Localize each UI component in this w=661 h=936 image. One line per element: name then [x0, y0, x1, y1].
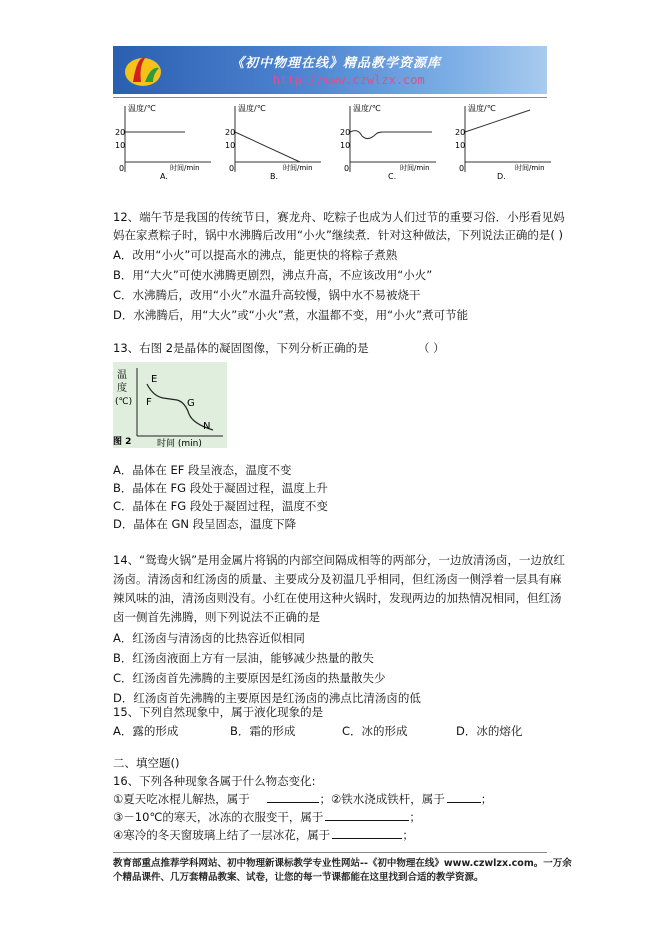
graph-b [225, 102, 325, 182]
q13-figure [113, 362, 227, 448]
graph-d-tick-10: 10 [455, 141, 466, 150]
q16-blank-4[interactable] [332, 826, 402, 839]
graph-c-letter: C. [388, 172, 397, 181]
q13-answer-paren: （ ） [418, 341, 445, 355]
fig2-xlabel: 时间 (min) [157, 439, 202, 448]
graph-d-letter: D. [497, 172, 506, 181]
graph-b-tick-20: 20 [225, 128, 236, 137]
graph-b-ylabel: 温度/℃ [238, 104, 266, 113]
q12-line-1: 12、端午节是我国的传统节日，赛龙舟、吃粽子也成为人们过节的重要习俗．小彤看见妈 [113, 210, 565, 224]
site-banner [113, 46, 547, 94]
fig2-point-n: N [203, 421, 211, 432]
q14-line-4: 卤一侧首先沸腾，则下列说法不正确的是 [113, 610, 320, 624]
q14-line-2: 汤卤。清汤卤和红汤卤的质量、主要成分及初温几乎相同，但红汤卤一侧浮着一层具有麻 [113, 572, 562, 586]
q13-option-c[interactable]: C．晶体在 FG 段处于凝固过程，温度不变 [113, 499, 328, 513]
q14-option-b[interactable]: B．红汤卤液面上方有一层油，能够减少热量的散失 [113, 651, 374, 665]
graph-a-tick-20: 20 [115, 128, 126, 137]
q16-item-4: ④寒冷的冬天窗玻璃上结了一层冰花，属于 [113, 828, 331, 842]
fig2-point-e: E [151, 374, 158, 385]
graph-d-ylabel: 温度/℃ [468, 104, 496, 113]
graph-a-letter: A. [160, 172, 168, 181]
q16-semicolon-2: ； [409, 810, 421, 824]
site-logo [123, 52, 163, 88]
q16-blank-2[interactable] [447, 790, 481, 803]
q16-item-3: ③－10℃的寒天，冰冻的衣服变干，属于 [113, 810, 324, 824]
q12-option-a[interactable]: A．改用“小火”可以提高水的沸点，能更快的将粽子煮熟 [113, 248, 398, 262]
graph-d-tick-20: 20 [455, 128, 466, 137]
graph-b-letter: B. [270, 172, 279, 181]
q16-item-1-row [113, 790, 492, 808]
q16-item-1: ①夏天吃冰棍儿解热，属于 [113, 792, 250, 806]
q14-line-3: 辣风味的油，清汤卤则没有。小红在使用这种火锅时，发现两边的加热情况相同，但红汤 [113, 591, 562, 605]
header-divider [113, 97, 547, 98]
footer-divider [113, 852, 547, 853]
q16-semicolon-1: ； [480, 792, 493, 806]
graph-a-tick-10: 10 [115, 141, 126, 150]
graph-c-tick-20: 20 [340, 128, 351, 137]
q16-semicolon-3: ； [402, 828, 414, 842]
fig2-ylabel-3: (℃) [115, 397, 133, 407]
fig2-point-g: G [187, 398, 195, 409]
graph-d-xlabel: 时间/min [515, 164, 545, 172]
q13-option-b[interactable]: B．晶体在 FG 段处于凝固过程，温度上升 [113, 481, 328, 495]
q15-option-b[interactable]: B．霜的形成 [230, 724, 296, 738]
q16-blank-1[interactable] [267, 790, 319, 803]
site-title: 《初中物理在线》精品教学资源库 [231, 56, 442, 71]
q12-option-c[interactable]: C．水沸腾后，改用“小火”水温升高较慢，锅中水不易被烧干 [113, 288, 421, 302]
q15-option-d[interactable]: D．冰的熔化 [456, 724, 523, 738]
q16-stem: 16、下列各种现象各属于什么物态变化: [113, 774, 316, 788]
q15-option-c[interactable]: C．冰的形成 [342, 724, 408, 738]
site-url[interactable]: http://www.czwlzx.com [273, 73, 425, 87]
fig2-point-f: F [146, 397, 152, 408]
graph-c-ylabel: 温度/℃ [353, 104, 381, 113]
graph-a [115, 102, 215, 182]
graph-c-xlabel: 时间/min [400, 164, 430, 172]
graph-c [340, 102, 440, 182]
q14-line-1: 14、“鸳鸯火锅”是用金属片将锅的内部空间隔成相等的两部分，一边放清汤卤，一边放红 [113, 553, 566, 567]
footer-line-1: 教育部重点推荐学科网站、初中物理新课标教学专业性网站--《初中物理在线》www.czwlzx.com。一万余 [113, 858, 572, 869]
graph-a-origin: 0 [119, 164, 125, 173]
fig2-caption: 图 2 [113, 437, 132, 447]
graph-d [455, 102, 555, 182]
footer-line-2: 个精品课件、几万套精品教案、试卷，让您的每一节课都能在这里找到合适的教学资源。 [113, 872, 484, 883]
graph-d-origin: 0 [459, 164, 465, 173]
q13-option-d[interactable]: D．晶体在 GN 段呈固态，温度下降 [113, 517, 297, 531]
page-footer [113, 857, 572, 885]
q12-option-b[interactable]: B．用“大火”可使水沸腾更剧烈，沸点升高，不应该改用“小火” [113, 268, 433, 282]
q13-stem: 13、右图 2是晶体的凝固图像，下列分析正确的是 [113, 341, 369, 355]
q16-item-3-row [113, 808, 421, 826]
graph-b-origin: 0 [229, 164, 235, 173]
graph-c-origin: 0 [344, 164, 350, 173]
q16-item-2: ；②铁水浇成铁杆，属于 [319, 792, 445, 806]
q12-line-2: 妈在家煮粽子时，锅中水沸腾后改用“小火”继续煮．针对这种做法，下列说法正确的是( ) [113, 228, 564, 242]
graph-b-tick-10: 10 [225, 141, 236, 150]
graph-b-xlabel: 时间/min [283, 164, 313, 172]
section2-title: 二、填空题() [113, 756, 180, 770]
q15-stem: 15、下列自然现象中，属于液化现象的是 [113, 705, 324, 719]
q15-option-a[interactable]: A．露的形成 [113, 724, 179, 738]
graph-a-xlabel: 时间/min [170, 164, 200, 172]
q14-option-d[interactable]: D．红汤卤首先沸腾的主要原因是红汤卤的沸点比清汤卤的低 [113, 691, 421, 705]
graph-a-ylabel: 温度/℃ [128, 104, 156, 113]
q14-option-a[interactable]: A．红汤卤与清汤卤的比热容近似相同 [113, 631, 305, 645]
q12-option-d[interactable]: D．水沸腾后，用“大火”或“小火”煮，水温都不变，用“小火”煮可节能 [113, 308, 469, 322]
graph-c-tick-10: 10 [340, 141, 351, 150]
q16-item-4-row [113, 826, 414, 844]
q13-option-a[interactable]: A．晶体在 EF 段呈液态，温度不变 [113, 463, 292, 477]
fig2-ylabel-2: 度 [117, 383, 127, 394]
fig2-ylabel-1: 温 [117, 370, 127, 381]
q14-option-c[interactable]: C．红汤卤首先沸腾的主要原因是红汤卤的热量散失少 [113, 671, 386, 685]
q16-blank-3[interactable] [325, 808, 409, 821]
